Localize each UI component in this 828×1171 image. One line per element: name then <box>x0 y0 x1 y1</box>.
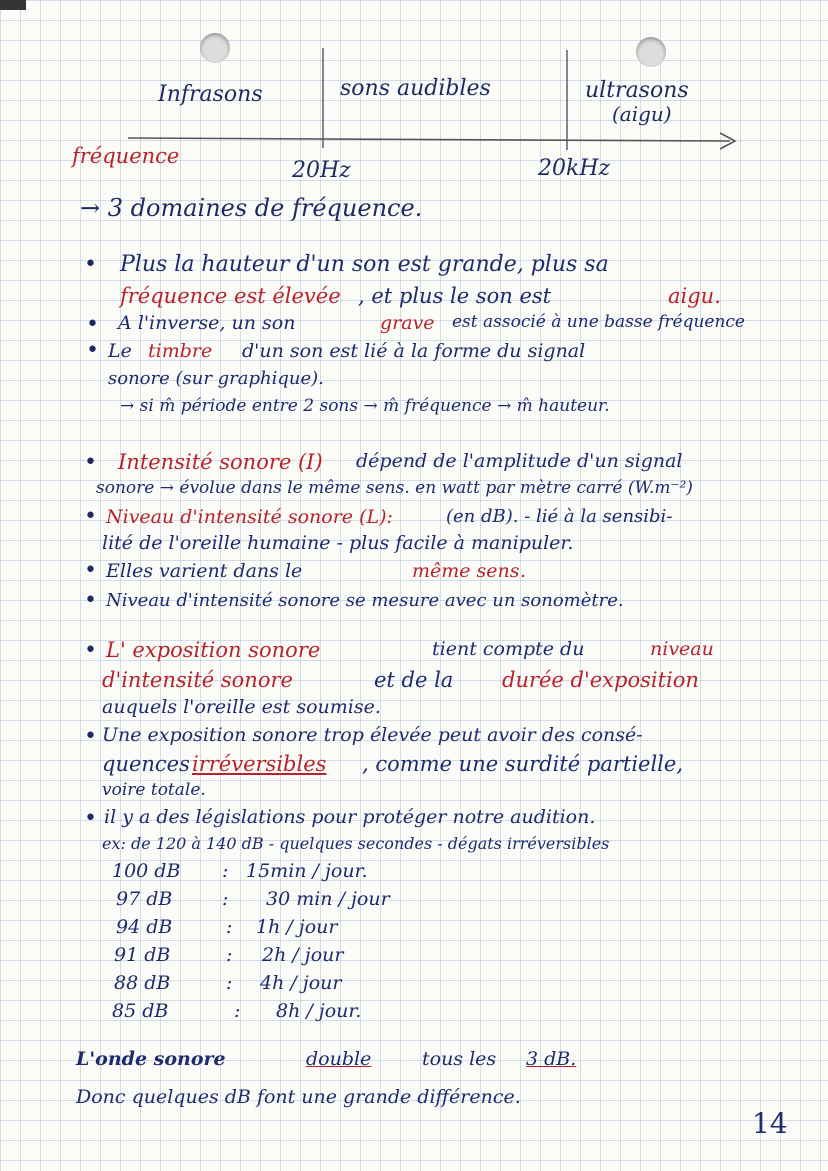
note-timbre-le: Le <box>108 340 132 362</box>
note-pitch-frequency: fréquence est élevée <box>120 284 341 308</box>
note-legislation-line1: il y a des législations pour protéger notre audition. <box>104 806 596 828</box>
note-exposure-term: L' exposition sonore <box>106 638 321 662</box>
note-irreversible-word: irréversibles <box>192 752 327 776</box>
table-row-duration: 4h / jour <box>260 972 342 994</box>
bullet-dot: • <box>84 558 97 583</box>
table-row-sep: : <box>222 888 229 910</box>
conclusion-3db: 3 dB. <box>526 1048 577 1070</box>
note-intensity-term: Intensité sonore (I) <box>118 450 323 474</box>
note-intensity-line2: sonore → évolue dans le même sens. en watt par mètre carré (W.m⁻²) <box>96 478 693 498</box>
table-row-sep: : <box>226 916 233 938</box>
note-irreversible-quences: quences <box>102 752 190 776</box>
note-exposure-and: et de la <box>374 668 454 692</box>
conclusion-wave: L'onde sonore <box>76 1048 226 1070</box>
note-exposure-duration: durée d'exposition <box>502 668 699 692</box>
note-same-direction: Elles varient dans le <box>106 560 303 582</box>
table-row-level: 88 dB <box>114 972 171 994</box>
note-pitch-aigu: aigu. <box>668 284 721 308</box>
conclusion-every: tous les <box>422 1048 497 1070</box>
note-exposure-niveau: niveau <box>650 638 714 660</box>
conclusion-line2: Donc quelques dB font une grande différence. <box>76 1086 521 1108</box>
bullet-dot: • <box>86 338 99 363</box>
tick-label-20hz: 20Hz <box>292 158 351 183</box>
note-irreversible-line1: Une exposition sonore trop élevée peut avoir des consé- <box>102 724 643 746</box>
note-same-direction-dot: . <box>520 560 527 582</box>
bullet-dot: • <box>84 450 97 475</box>
table-row-level: 94 dB <box>116 916 173 938</box>
note-pitch-line1: Plus la hauteur d'un son est grande, plus sa <box>120 252 609 277</box>
note-timbre-line3: → si m̂ période entre 2 sons → m̂ fréquence → m̂ hauteur. <box>120 396 610 416</box>
note-grave-word: grave <box>380 312 435 334</box>
table-row-duration: 30 min / jour <box>266 888 390 910</box>
note-sonometer: Niveau d'intensité sonore se mesure avec un sonomètre. <box>106 590 624 611</box>
note-pitch-line2: , et plus le son est <box>358 284 552 308</box>
note-exposure-line1: tient compte du <box>432 638 585 660</box>
note-exposure-intensity: d'intensité sonore <box>102 668 293 692</box>
note-grave-line2: est associé à une basse fréquence <box>452 312 745 332</box>
note-timbre-line1: d'un son est lié à la forme du signal <box>242 340 586 362</box>
bullet-dot: • <box>84 504 97 529</box>
axis-label-frequency: fréquence <box>72 144 180 168</box>
table-row-level: 100 dB <box>112 860 181 882</box>
table-row-sep: : <box>222 860 229 882</box>
heading-three-domains: → 3 domaines de fréquence. <box>80 194 423 222</box>
note-irreversible-line3: voire totale. <box>102 780 206 800</box>
table-row-duration: 2h / jour <box>262 944 344 966</box>
bullet-dot: • <box>84 252 97 277</box>
bullet-dot: • <box>84 724 97 749</box>
bullet-dot: • <box>84 638 97 663</box>
conclusion-doubles: double <box>306 1048 372 1070</box>
table-row-level: 85 dB <box>112 1000 169 1022</box>
domain-ultrasons: ultrasons <box>585 78 689 103</box>
note-grave-line1: A l'inverse, un son <box>118 312 296 334</box>
tick-label-20khz: 20kHz <box>538 156 611 181</box>
bullet-dot: • <box>84 588 97 613</box>
note-level-term: Niveau d'intensité sonore (L): <box>106 506 393 528</box>
domain-audible: sons audibles <box>340 76 491 101</box>
table-row-level: 97 dB <box>116 888 173 910</box>
note-timbre-word: timbre <box>148 340 213 362</box>
domain-ultrasons-note: (aigu) <box>612 102 672 126</box>
note-timbre-line2: sonore (sur graphique). <box>108 368 324 389</box>
note-level-line1: (en dB). - lié à la sensibi- <box>446 506 673 527</box>
table-row-sep: : <box>234 1000 241 1022</box>
axis-line <box>128 138 730 141</box>
bullet-dot: • <box>86 312 99 337</box>
bullet-dot: • <box>84 806 97 831</box>
table-row-sep: : <box>226 944 233 966</box>
note-level-line2: lité de l'oreille humaine - plus facile à manipuler. <box>102 532 574 554</box>
table-row-level: 91 dB <box>114 944 171 966</box>
note-exposure-line3: auquels l'oreille est soumise. <box>102 696 381 718</box>
note-intensity-line1: dépend de l'amplitude d'un signal <box>356 450 683 472</box>
page-number: 14 <box>752 1107 788 1140</box>
note-same-direction-emph: même sens <box>412 560 520 582</box>
note-irreversible-line2: , comme une surdité partielle, <box>362 752 683 776</box>
table-row-duration: 8h / jour. <box>276 1000 362 1022</box>
table-row-duration: 1h / jour <box>256 916 338 938</box>
note-legislation-line2: ex: de 120 à 140 dB - quelques secondes - dégats irréversibles <box>102 834 610 853</box>
table-row-duration: 15min / jour. <box>246 860 368 882</box>
domain-infrasons: Infrasons <box>158 82 263 107</box>
table-row-sep: : <box>226 972 233 994</box>
